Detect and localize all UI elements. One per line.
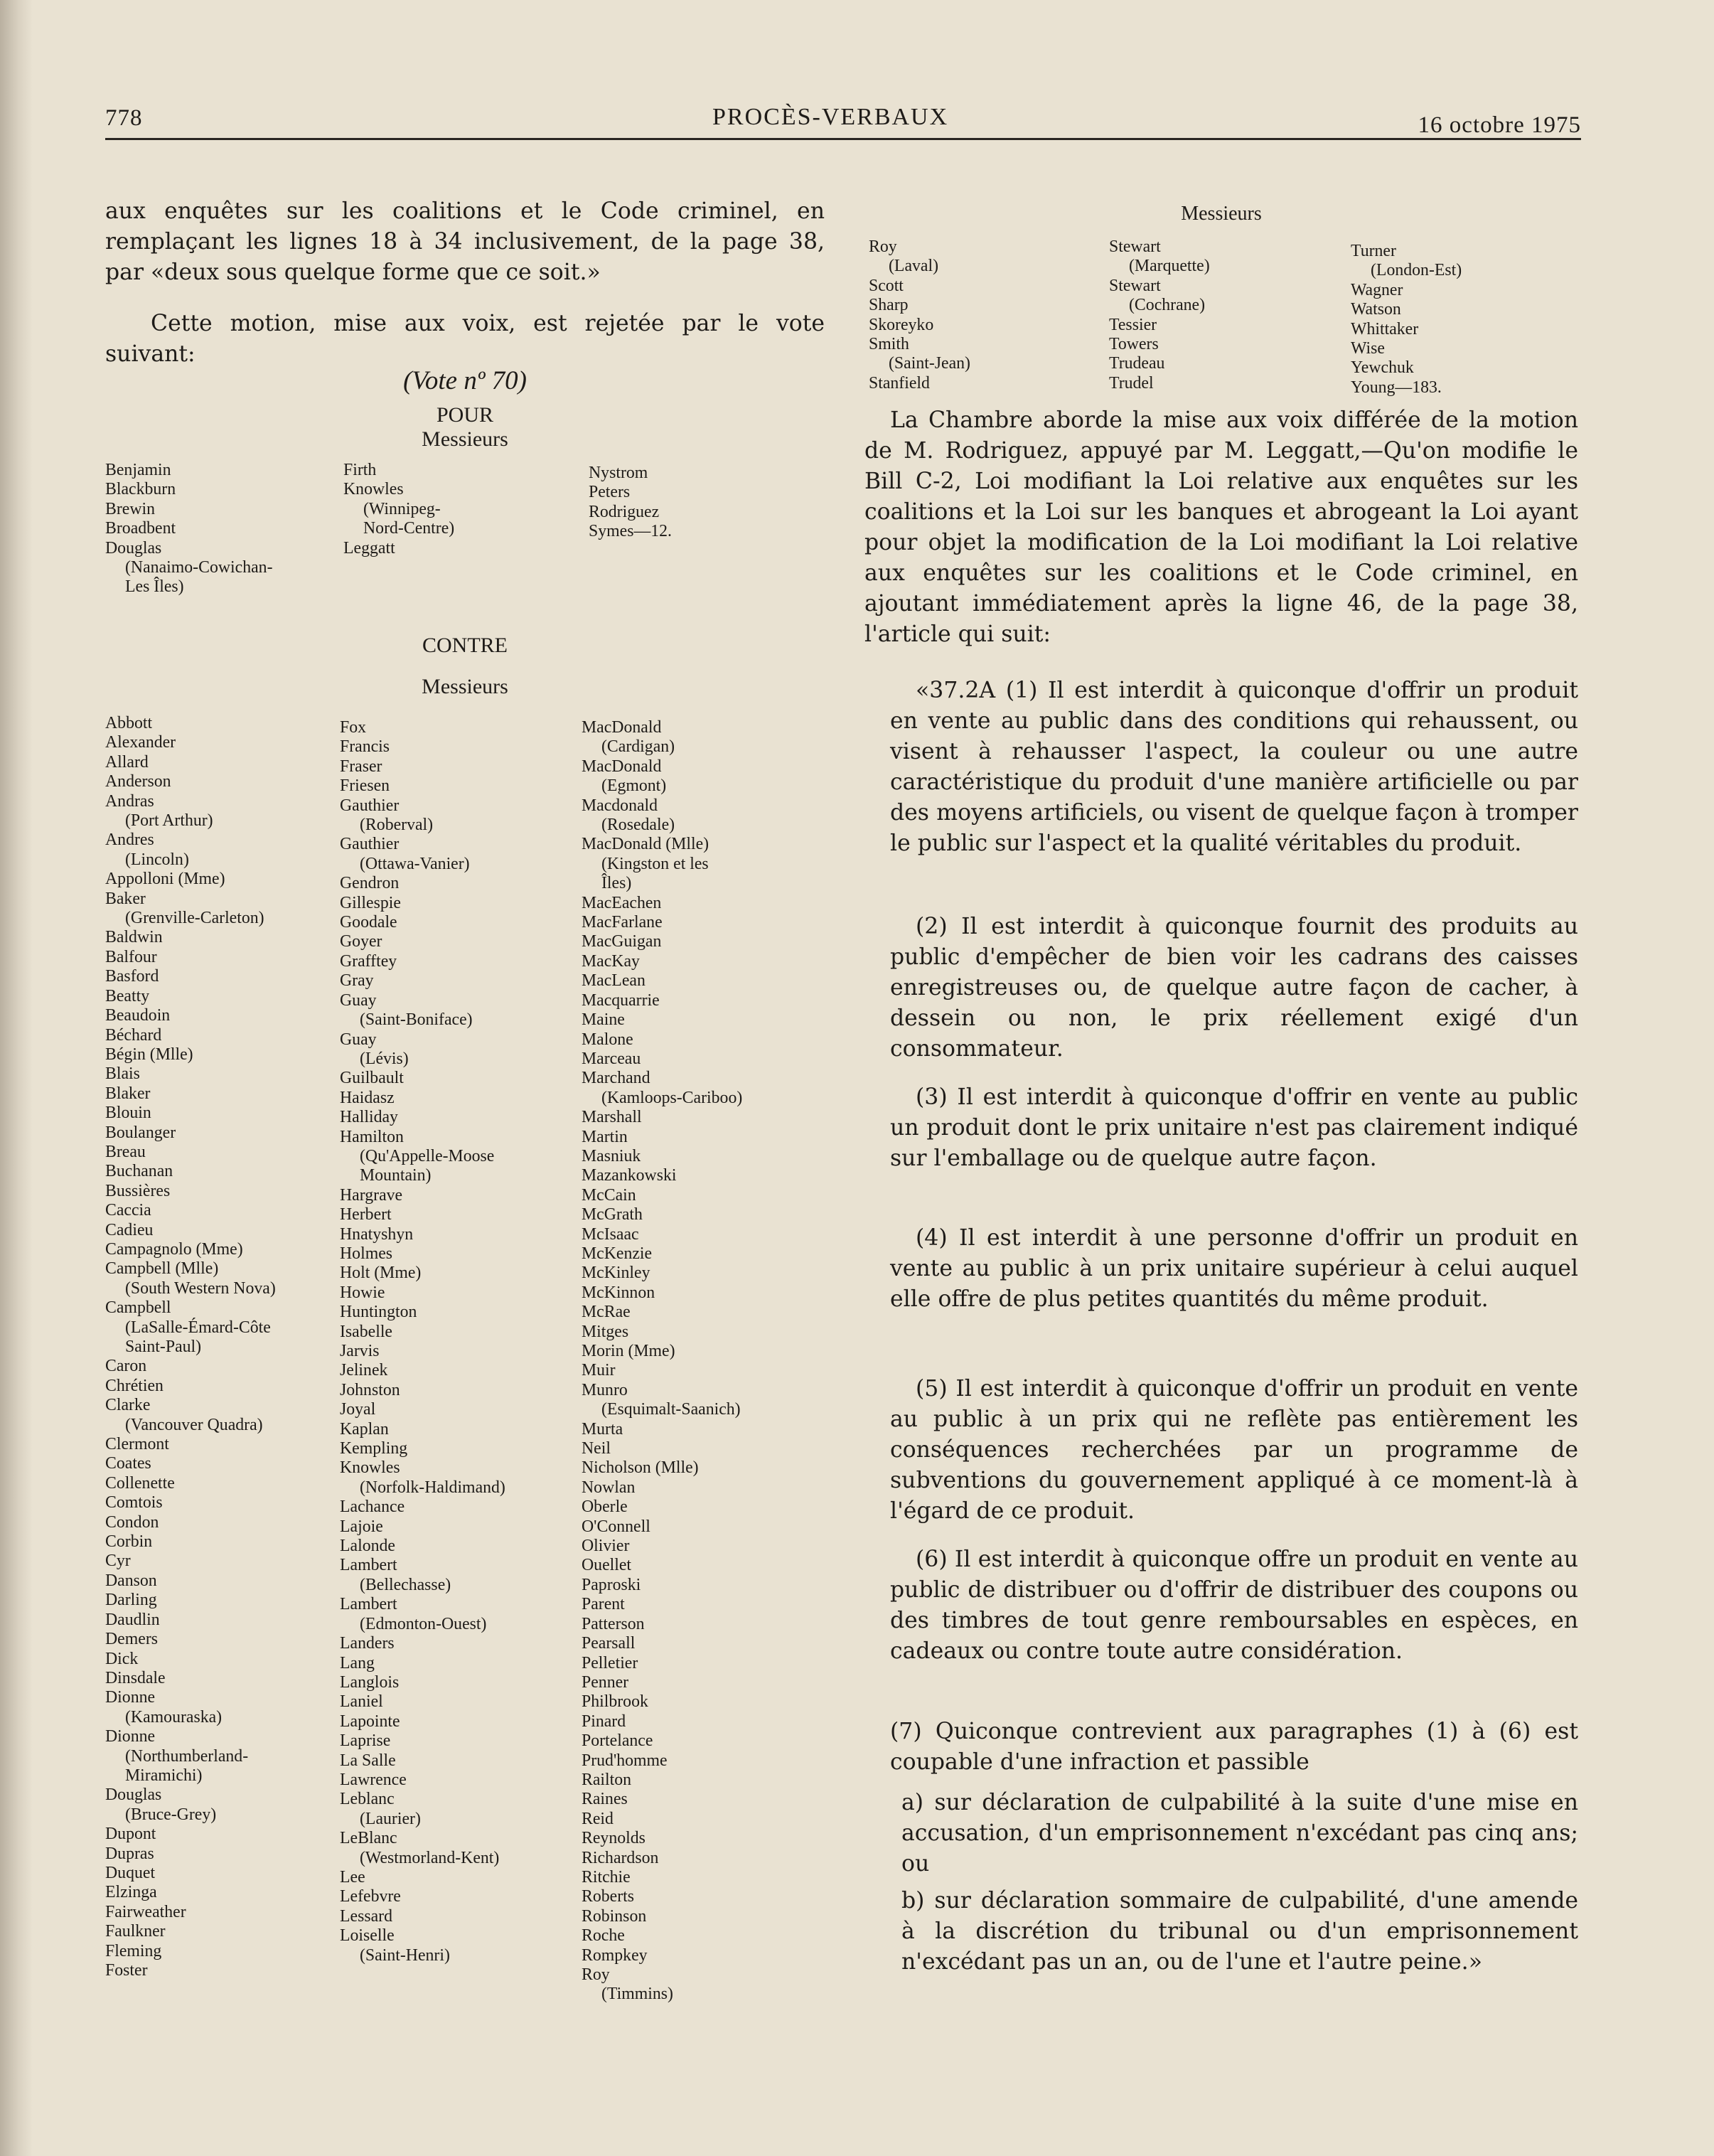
member-name: Nicholson (Mlle) [582,1458,699,1478]
member-name: Comtois [105,1493,163,1512]
member-name: McRae [582,1303,631,1322]
rodriguez-motion-paragraph: La Chambre aborde la mise aux voix différée de la motion de M. Rodriguez, appuyé par M. Leggatt,—Qu'on modifie le Bill C-2, Loi modifiant la Loi relative aux enquêtes sur les coalitions et la Loi sur les banques et abrogeant la Loi ayant pour objet la modification de la Loi modifiant la Loi relative aux enquêtes sur les coalitions et le Code criminel, en ajoutant immédiatement après la ligne 46, de la page 38, l'article qui suit: [864,407,1578,647]
member-name: Brewin [105,499,156,518]
contre-names-col-2 [340,718,505,1965]
member-name: Rodriguez [589,502,660,521]
member-name: Stewart [1109,276,1161,295]
member-name: Roy [582,1965,610,1984]
member-name: McKenzie [582,1244,653,1263]
member-name: La Salle [340,1751,396,1770]
member-name: McCain [582,1185,636,1205]
member-name: Symes—12. [589,522,673,541]
member-name: Lajoie [340,1517,383,1536]
member-name: Baldwin [105,928,163,947]
member-name: Hnatyshyn [340,1224,414,1244]
riding-name: (Cardigan) [601,737,675,757]
riding-name: (Port Arthur) [125,811,213,831]
member-name: Trudel [1109,373,1154,393]
member-name: Bégin (Mlle) [105,1045,193,1064]
member-name: Guay [340,991,377,1010]
member-name: MacDonald [582,757,662,776]
member-name: Philbrook [582,1692,648,1712]
member-name: MacFarlane [582,913,663,932]
page-binding-shadow [0,0,33,2156]
member-name: Campbell (Mlle) [105,1259,219,1279]
member-name: Grafftey [340,951,397,971]
member-name: Peters [589,483,631,502]
member-name: Marchand [582,1069,650,1088]
member-name: Reid [582,1809,614,1828]
section-7-clause-b: b) sur déclaration sommaire de culpabilité, d'une amende à la discrétion du tribunal ou d'un emprisonnement n'excédant pas un an, ou de l'une et l'autre peine.» [901,1888,1578,1975]
member-name: Penner [582,1672,629,1692]
member-name: Clarke [105,1396,151,1415]
member-name: McKinley [582,1264,650,1283]
member-name: Pelletier [582,1653,638,1672]
member-name: Blais [105,1064,140,1084]
member-name: Raines [582,1790,628,1809]
member-name: Roy [869,238,897,256]
pour-messieurs-heading: Messieurs [422,427,508,451]
member-name: McIsaac [582,1224,639,1244]
member-name: Cyr [105,1552,131,1571]
member-name: Daudlin [105,1610,160,1629]
member-name: Pearsall [582,1634,636,1653]
member-name: Oberle [582,1498,628,1517]
page-number: 778 [105,105,143,131]
contre-names-col-1 [105,714,276,1980]
section-37-2a-3: (3) Il est interdit à quiconque d'offrir en vente au public un produit dont le prix unitaire n'est pas clairement indiqué sur l'emballage ou de quelque autre façon. [890,1084,1578,1171]
member-name: Les Îles) [125,577,184,597]
riding-name: (Grenville-Carleton) [125,909,264,928]
member-name: Whittaker [1351,319,1419,338]
member-name: Fleming [105,1941,162,1960]
member-name: Béchard [105,1025,162,1045]
member-name: Prud'homme [582,1751,668,1770]
member-name: Andres [105,831,154,850]
member-name: Scott [869,276,904,295]
member-name: Gray [340,971,374,991]
member-name: Beatty [105,986,150,1005]
member-name: McGrath [582,1205,643,1224]
member-name: Reynolds [582,1829,646,1848]
member-name: Caccia [105,1201,151,1220]
riding-name: (Roberval) [360,816,434,835]
riding-name: (London-Est) [1371,261,1462,280]
member-name: Nystrom [589,464,648,482]
member-name: Broadbent [105,519,176,538]
riding-name: (Egmont) [601,777,667,796]
member-name: MacDonald [582,718,662,737]
member-name: Howie [340,1283,385,1302]
member-name: Saint-Paul) [125,1338,202,1356]
member-name: Murta [582,1419,623,1439]
member-name: Nord-Centre) [363,519,455,538]
header-date: 16 octobre 1975 [1418,112,1581,138]
member-name: Mountain) [360,1166,432,1185]
member-name: Langlois [340,1672,400,1692]
member-name: Nowlan [582,1478,636,1497]
member-name: Joyal [340,1400,376,1419]
riding-name: (Marquette) [1129,257,1210,276]
member-name: Muir [582,1361,616,1380]
member-name: Watson [1351,300,1401,319]
member-name: Blaker [105,1084,151,1103]
member-name: Macquarrie [582,991,660,1010]
riding-name: (Lévis) [360,1049,409,1068]
member-name: Lang [340,1653,375,1672]
member-name: Pinard [582,1712,626,1731]
member-name: Richardson [582,1848,659,1867]
member-name: Trudeau [1109,354,1165,373]
member-name: Leggatt [343,538,395,557]
member-name: Dupras [105,1844,154,1863]
member-name: Munro [582,1380,628,1399]
member-name: MacEachen [582,893,662,912]
member-name: Appolloni (Mme) [105,870,225,889]
section-37-2a-7: (7) Quiconque contrevient aux paragraphes (1) à (6) est coupable d'une infraction et passible [890,1719,1578,1775]
member-name: Yewchuk [1351,358,1414,378]
riding-name: (Kingston et les [601,854,709,873]
member-name: Gendron [340,874,400,893]
member-name: Wagner [1351,280,1403,299]
riding-name: (Saint-Boniface) [360,1010,473,1030]
member-name: Lachance [340,1498,405,1517]
member-name: Stanfield [869,373,930,393]
member-name: Fox [340,718,367,737]
section-37-2a-4: (4) Il est interdit à une personne d'offrir un produit en vente au public à un prix unitaire supérieur à celui auquel elle offre de plus petites quantités du même produit. [890,1225,1578,1312]
member-name: Faulkner [105,1922,166,1941]
member-name: Lapointe [340,1712,400,1731]
member-name: Knowles [343,480,404,499]
riding-name: (Ottawa-Vanier) [360,854,470,873]
member-name: Condon [105,1512,159,1532]
member-name: Kaplan [340,1419,389,1439]
riding-name: (Westmorland-Kent) [360,1848,500,1867]
member-name: Darling [105,1591,157,1610]
member-name: Hamilton [340,1127,404,1146]
member-name: Tessier [1109,315,1157,334]
member-name: Blouin [105,1104,151,1123]
member-name: Benjamin [105,461,171,479]
member-name: Malone [582,1030,633,1049]
riding-name: (Saint-Henri) [360,1946,450,1965]
member-name: Johnston [340,1380,400,1399]
member-name: Dinsdale [105,1668,166,1687]
member-name: Basford [105,967,159,986]
member-name: Fraser [340,757,382,776]
riding-name: (Esquimalt-Saanich) [601,1400,741,1419]
member-name: Stewart [1109,238,1161,256]
member-name: Friesen [340,777,390,796]
member-name: Coates [105,1454,151,1473]
motion-result-paragraph: Cette motion, mise aux voix, est rejetée par le vote suivant: [105,311,825,367]
member-name: Mazankowski [582,1166,677,1185]
member-name: Martin [582,1127,628,1146]
member-name: Laprise [340,1731,391,1751]
riding-name: (Kamouraska) [125,1707,223,1727]
member-name: Allard [105,752,149,772]
riding-name: (Timmins) [601,1985,673,2004]
page-header [105,105,1581,140]
member-name: Lessard [340,1906,393,1926]
member-name: Clermont [105,1435,169,1454]
member-name: Dupont [105,1825,156,1844]
riding-name: (Northumberland- [125,1746,249,1766]
member-name: Gauthier [340,835,400,854]
riding-name: (Winnipeg- [363,499,441,518]
member-name: Guay [340,1030,377,1049]
member-name: Andras [105,791,154,811]
section-37-2a-2: (2) Il est interdit à quiconque fournit des produits au public d'empêcher de bien voir les cadrans des caisses enregistreuses ou, de quelque autre façon de cacher, à dessein ou non, le prix réellement exigé d'un consommateur. [890,914,1578,1062]
member-name: Loiselle [340,1926,395,1946]
riding-name: (Rosedale) [601,816,675,835]
member-name: Dionne [105,1688,156,1707]
riding-name: (Laval) [889,257,939,276]
contre-continued-col-3 [1351,242,1462,397]
member-name: Bussières [105,1181,171,1200]
member-name: Douglas [105,1786,162,1805]
member-name: Francis [340,737,390,757]
member-name: LeBlanc [340,1829,397,1848]
member-name: Campbell [105,1298,171,1318]
member-name: Jelinek [340,1361,388,1380]
riding-name: (Lincoln) [125,850,189,869]
contre-continued-col-1 [869,238,970,393]
riding-name: (South Western Nova) [125,1279,276,1298]
member-name: MacDonald (Mlle) [582,835,709,854]
member-name: Goyer [340,932,382,951]
running-title: PROCÈS-VERBAUX [712,104,949,130]
member-name: Lambert [340,1556,397,1575]
member-name: Firth [343,461,377,479]
member-name: Roche [582,1926,625,1946]
member-name: Roberts [582,1887,635,1906]
member-name: Campagnolo (Mme) [105,1239,243,1259]
member-name: Lambert [340,1595,397,1614]
section-7-clause-a: a) sur déclaration de culpabilité à la suite d'une mise en accusation, d'un emprisonnement n'excédant pas cinq ans; ou [901,1790,1578,1877]
riding-name: (Qu'Appelle-Moose [360,1146,495,1165]
member-name: Corbin [105,1532,153,1552]
member-name: MacGuigan [582,932,662,951]
riding-name: (Laurier) [360,1809,421,1828]
member-name: Abbott [105,714,153,732]
member-name: Maine [582,1010,625,1030]
member-name: Wise [1351,339,1385,358]
member-name: Robinson [582,1906,647,1926]
member-name: Lalonde [340,1537,395,1556]
member-name: Holmes [340,1244,393,1263]
member-name: MacLean [582,971,646,991]
riding-name: (Saint-Jean) [889,354,970,373]
section-37-2a-1: «37.2A (1) Il est interdit à quiconque d'offrir un produit en vente au public dans des conditions qui rehaussent, ou visent à rehausser l'aspect, la couleur ou une autre caractéristique du produit d'une manière artificielle ou par des moyens artificiels, ou visent de quelque façon à tromper le public sur l'aspect et la qualité véritables du produit. [890,678,1578,856]
contre-names-col-3 [582,718,742,2005]
pour-names-col-2 [343,461,454,558]
member-name: Rompkey [582,1946,648,1965]
member-name: Parent [582,1595,625,1614]
member-name: Collenette [105,1473,175,1493]
member-name: Isabelle [340,1322,392,1341]
member-name: Baker [105,889,146,908]
member-name: Knowles [340,1458,400,1478]
member-name: Lawrence [340,1770,407,1789]
riding-name: (Cochrane) [1129,296,1206,315]
contre-messieurs-heading: Messieurs [422,675,508,698]
member-name: Blackburn [105,480,176,499]
member-name: Elzinga [105,1883,157,1902]
member-name: Ritchie [582,1867,631,1886]
riding-name: (Edmonton-Ouest) [360,1614,487,1633]
member-name: Guilbault [340,1069,404,1088]
member-name: Sharp [869,296,909,315]
member-name: Portelance [582,1731,653,1751]
member-name: Kempling [340,1439,408,1458]
member-name: Smith [869,335,909,354]
riding-name: (LaSalle-Émard-Côte [125,1318,271,1337]
member-name: Alexander [105,733,176,752]
member-name: Neil [582,1439,611,1458]
member-name: Duquet [105,1863,156,1882]
member-name: Cadieu [105,1220,154,1239]
contre-continued-col-2 [1109,238,1210,393]
riding-name: (Nanaimo-Cowichan- [125,558,273,577]
contre-heading: CONTRE [422,634,508,657]
member-name: Haidasz [340,1088,395,1107]
member-name: Buchanan [105,1162,173,1181]
member-name: Dionne [105,1727,156,1746]
member-name: Herbert [340,1205,392,1224]
member-name: Miramichi) [125,1766,203,1785]
member-name: Patterson [582,1614,645,1633]
member-name: Fairweather [105,1902,186,1921]
riding-name: (Bellechasse) [360,1575,451,1594]
member-name: Douglas [105,538,162,557]
riding-name: (Bruce-Grey) [125,1805,217,1824]
member-name: Lee [340,1867,365,1886]
member-name: McKinnon [582,1283,655,1302]
member-name: Young—183. [1351,378,1442,397]
member-name: Halliday [340,1108,398,1127]
vote-number-title: (Vote nº 70) [403,366,527,395]
member-name: Ouellet [582,1556,632,1575]
member-name: Skoreyko [869,315,934,334]
member-name: Dick [105,1649,139,1668]
member-name: Morin (Mme) [582,1342,675,1360]
member-name: Mitges [582,1322,629,1341]
member-name: Railton [582,1770,632,1789]
member-name: Danson [105,1571,157,1590]
member-name: Gillespie [340,893,401,912]
member-name: Holt (Mme) [340,1264,422,1283]
member-name: Turner [1351,242,1396,260]
section-37-2a-5: (5) Il est interdit à quiconque d'offrir un produit en vente au public à un prix qui ne reflète pas entièrement les conséquences recherchées par un programme de subventions du gouvernement appliqué à ce moment-là à l'égard de ce produit. [890,1376,1578,1524]
riding-name: (Norfolk-Haldimand) [360,1478,505,1497]
member-name: Gauthier [340,796,400,815]
member-name: Landers [340,1634,395,1653]
member-name: Caron [105,1357,147,1376]
pour-heading: POUR [436,403,494,427]
member-name: Demers [105,1630,159,1649]
member-name: Foster [105,1961,148,1980]
member-name: Breau [105,1142,146,1161]
member-name: Chrétien [105,1376,164,1395]
member-name: O'Connell [582,1517,650,1536]
member-name: Towers [1109,335,1159,354]
member-name: Lefebvre [340,1887,401,1906]
member-name: Anderson [105,772,171,791]
member-name: Jarvis [340,1342,380,1360]
member-name: Balfour [105,947,157,966]
member-name: Laniel [340,1692,383,1712]
member-name: Marshall [582,1108,642,1127]
member-name: Marceau [582,1049,641,1068]
member-name: Macdonald [582,796,658,815]
right-messieurs-heading: Messieurs [1181,203,1262,225]
member-name: Boulanger [105,1123,176,1142]
continuation-paragraph: aux enquêtes sur les coalitions et le Code criminel, en remplaçant les lignes 18 à 34 inclusivement, de la page 38, par «deux sous quelque forme que ce soit.» [105,198,825,285]
riding-name: (Vancouver Quadra) [125,1415,263,1434]
riding-name: (Kamloops-Cariboo) [601,1088,743,1107]
member-name: Olivier [582,1537,630,1556]
member-name: Goodale [340,913,397,932]
section-37-2a-6: (6) Il est interdit à quiconque offre un produit en vente au public de distribuer ou d'offrir de distribuer des coupons ou des timbres de tout genre remboursables en espèces, en cadeaux ou contre toute autre considération. [890,1547,1578,1664]
member-name: Beaudoin [105,1006,171,1025]
pour-names-col-3 [589,464,672,542]
member-name: Îles) [601,874,632,893]
member-name: Masniuk [582,1146,641,1165]
member-name: Hargrave [340,1185,403,1205]
member-name: MacKay [582,951,640,971]
member-name: Leblanc [340,1790,395,1809]
member-name: Paproski [582,1575,641,1594]
pour-names-col-1 [105,461,273,597]
member-name: Huntington [340,1303,417,1322]
